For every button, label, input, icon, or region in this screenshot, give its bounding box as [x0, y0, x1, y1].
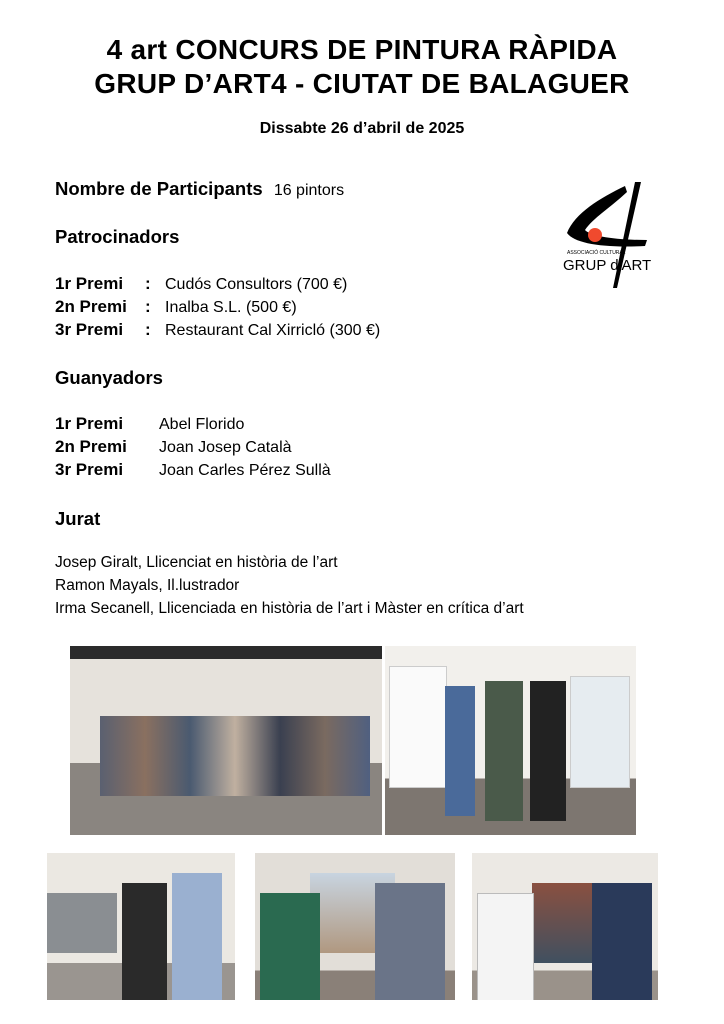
logo-main-text: GRUP d'ART — [563, 257, 652, 274]
title-line-2: GRUP D’ART4 - CIUTAT DE BALAGUER — [94, 68, 630, 99]
sponsors-heading: Patrocinadors — [55, 226, 180, 247]
participants-value: 16 pintors — [273, 182, 345, 199]
sponsor-row: 2n Premi : Inalba S.L. (500 €) — [55, 297, 297, 316]
prize-label: 1r Premi — [55, 274, 124, 293]
participants-row — [55, 178, 344, 200]
jury-member: Ramon Mayals, Il.lustrador — [55, 577, 240, 594]
prize-label: 1r Premi — [55, 414, 124, 433]
sponsor-row: 3r Premi : Restaurant Cal Xirricló (300 €) — [55, 320, 381, 339]
photo-winners — [385, 646, 636, 835]
photo-award-1 — [47, 853, 235, 1000]
jury-heading: Jurat — [55, 508, 101, 529]
participants-label: Nombre de Participants — [55, 178, 263, 199]
sponsor-name: Cudós Consultors (700 €) — [165, 276, 348, 293]
winner-row — [55, 460, 331, 480]
jury-member: Josep Giralt, Llicenciat en història de l’art — [55, 554, 338, 571]
prize-label: 3r Premi — [55, 460, 124, 479]
winners-heading: Guanyadors — [55, 367, 163, 388]
prize-label: 3r Premi — [55, 320, 124, 339]
logo-small-text: ASSOCIACIÓ CULTURAL — [567, 250, 626, 256]
winner-row — [55, 437, 292, 457]
prize-label: 2n Premi — [55, 297, 127, 316]
grup-dart-logo — [555, 178, 665, 290]
prize-label: 2n Premi — [55, 437, 127, 456]
photo-award-2 — [255, 853, 455, 1000]
winner-name: Abel Florido — [159, 416, 245, 433]
title-line-1: 4 art CONCURS DE PINTURA RÀPIDA — [106, 34, 618, 65]
winner-name: Joan Josep Català — [159, 439, 292, 456]
photo-award-3 — [472, 853, 658, 1000]
event-date: Dissabte 26 d’abril de 2025 — [259, 120, 465, 137]
winner-row — [55, 414, 244, 434]
sponsor-name: Inalba S.L. (500 €) — [165, 299, 297, 316]
sponsor-name: Restaurant Cal Xirricló (300 €) — [165, 322, 381, 339]
photo-group-participants — [70, 646, 382, 835]
sponsor-row: 1r Premi : Cudós Consultors (700 €) — [55, 274, 348, 293]
winner-name: Joan Carles Pérez Sullà — [159, 462, 331, 479]
jury-member: Irma Secanell, Llicenciada en història de l’art i Màster en crítica d’art — [55, 600, 524, 617]
